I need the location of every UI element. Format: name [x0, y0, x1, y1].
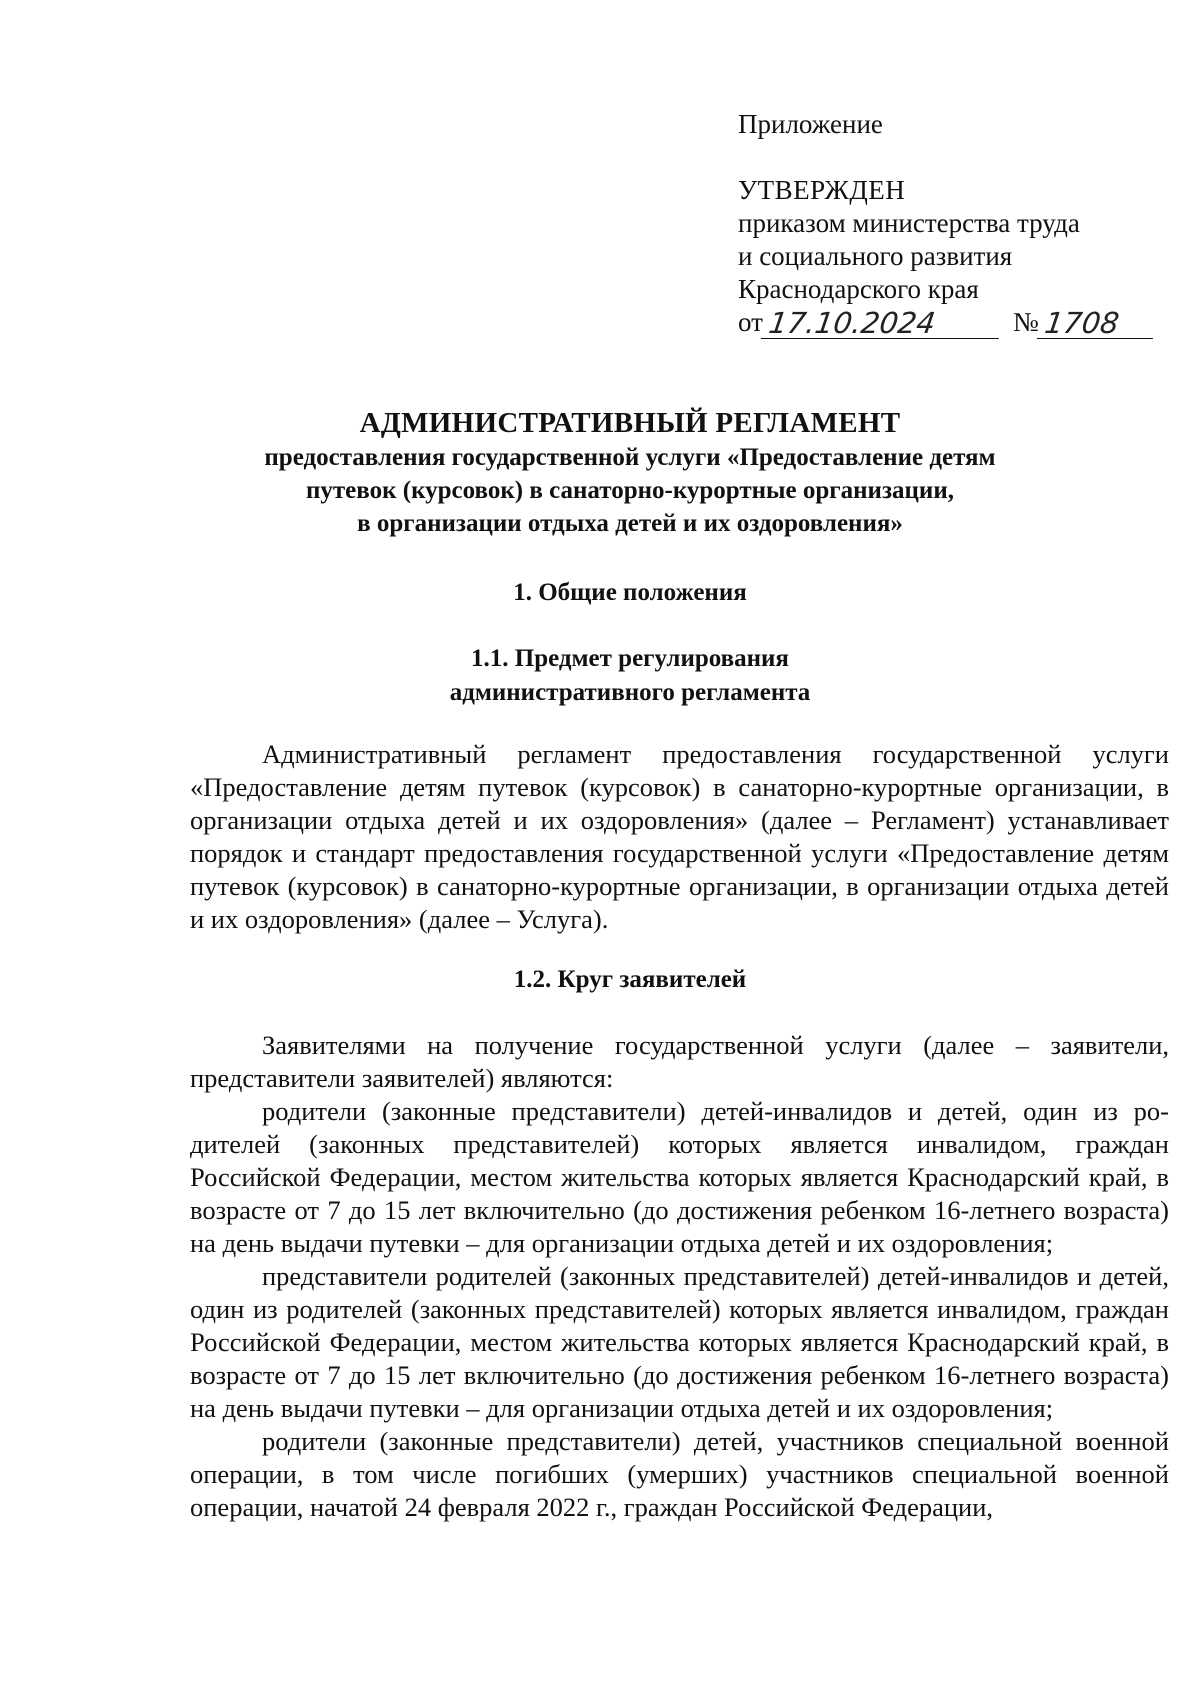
approval-date-line: [738, 306, 1155, 339]
annex-label: Приложение: [738, 109, 883, 139]
handwritten-number: 1708: [1037, 308, 1157, 339]
approved-label: УТВЕРЖДЕН: [738, 175, 906, 205]
section-1-2-heading: 1.2. Круг заявителей: [513, 966, 747, 993]
approval-line-2: и социального развития: [738, 241, 1013, 271]
approval-line-3: Краснодарского края: [738, 274, 979, 304]
title-subtitle-line-1: предоставления государственной услуги «Предоставление детям: [264, 444, 996, 471]
title-subtitle-line-3: в организации отдыха детей и их оздоровления»: [357, 510, 903, 537]
section-1-1-body: [190, 738, 1169, 936]
section-1-1-heading-line-1: 1.1. Предмет регулирования: [471, 645, 789, 672]
section-1-heading: 1. Общие положения: [513, 579, 747, 606]
title-subtitle-line-2: путевок (курсовок) в санаторно-курортные организации,: [306, 477, 954, 504]
approval-line-1: приказом министерства труда: [738, 208, 1080, 238]
section-1-2-paragraph-1: Заявителями на получение государственной услуги (далее – заявители, представители заявителей) являются:: [190, 1030, 1169, 1093]
number-sign: №: [1012, 307, 1039, 337]
approval-stamp-block: [738, 108, 1155, 339]
section-1-2-paragraph-4: родители (законные представители) детей, участников специальной военной операции, в том числе погибших (умерших) участников специальной военной операции, начатой 24 февраля 2022 г., граждан Российской Федерации,: [190, 1426, 1169, 1522]
date-prefix: от: [738, 307, 763, 337]
section-1-2-body: [190, 1029, 1169, 1524]
section-1-1-heading: [180, 642, 1080, 710]
section-1-2-paragraph-2: родители (законные представители) детей-инвалидов и детей, один из родителей (законных представителей) которых является инвалидом, граждан Российской Федерации, местом жительства которых является Краснодарский край, в возрасте от 7 до 15 лет включительно (до достижения ребенком 16-летнего возраста) на день выдачи путевки – для организации отдыха детей и их оздоровления;: [190, 1096, 1169, 1258]
handwritten-date: 17.10.2024: [761, 308, 1003, 339]
section-1-2-paragraph-3: представители родителей (законных представителей) детей-инвалидов и детей, один из родителей (законных представителей) которых является инвалидом, граждан Российской Федерации, местом жительства которых является Краснодарский край, в возрасте от 7 до 15 лет включительно (до достижения ребенком 16-летнего возраста) на день выдачи путевки – для организации отдыха детей и их оздоровления;: [190, 1261, 1169, 1423]
document-title: [180, 405, 1080, 540]
section-1-1-paragraph: Административный регламент предоставления государственной услуги «Предоставление детям путевок (курсовок) в санаторно-курортные организации, в организации отдыха детей и их оздоровления» (далее – Регламент) устанавливает порядок и стандарт предоставления государственной услуги «Предоставление детям путевок (курсовок) в санаторно-курортные организации, в организации отдыха детей и их оздоровления» (далее – Услуга).: [190, 739, 1169, 934]
section-1-1-heading-line-2: административного регламента: [449, 679, 811, 706]
title-main: АДМИНИСТРАТИВНЫЙ РЕГЛАМЕНТ: [359, 407, 901, 439]
